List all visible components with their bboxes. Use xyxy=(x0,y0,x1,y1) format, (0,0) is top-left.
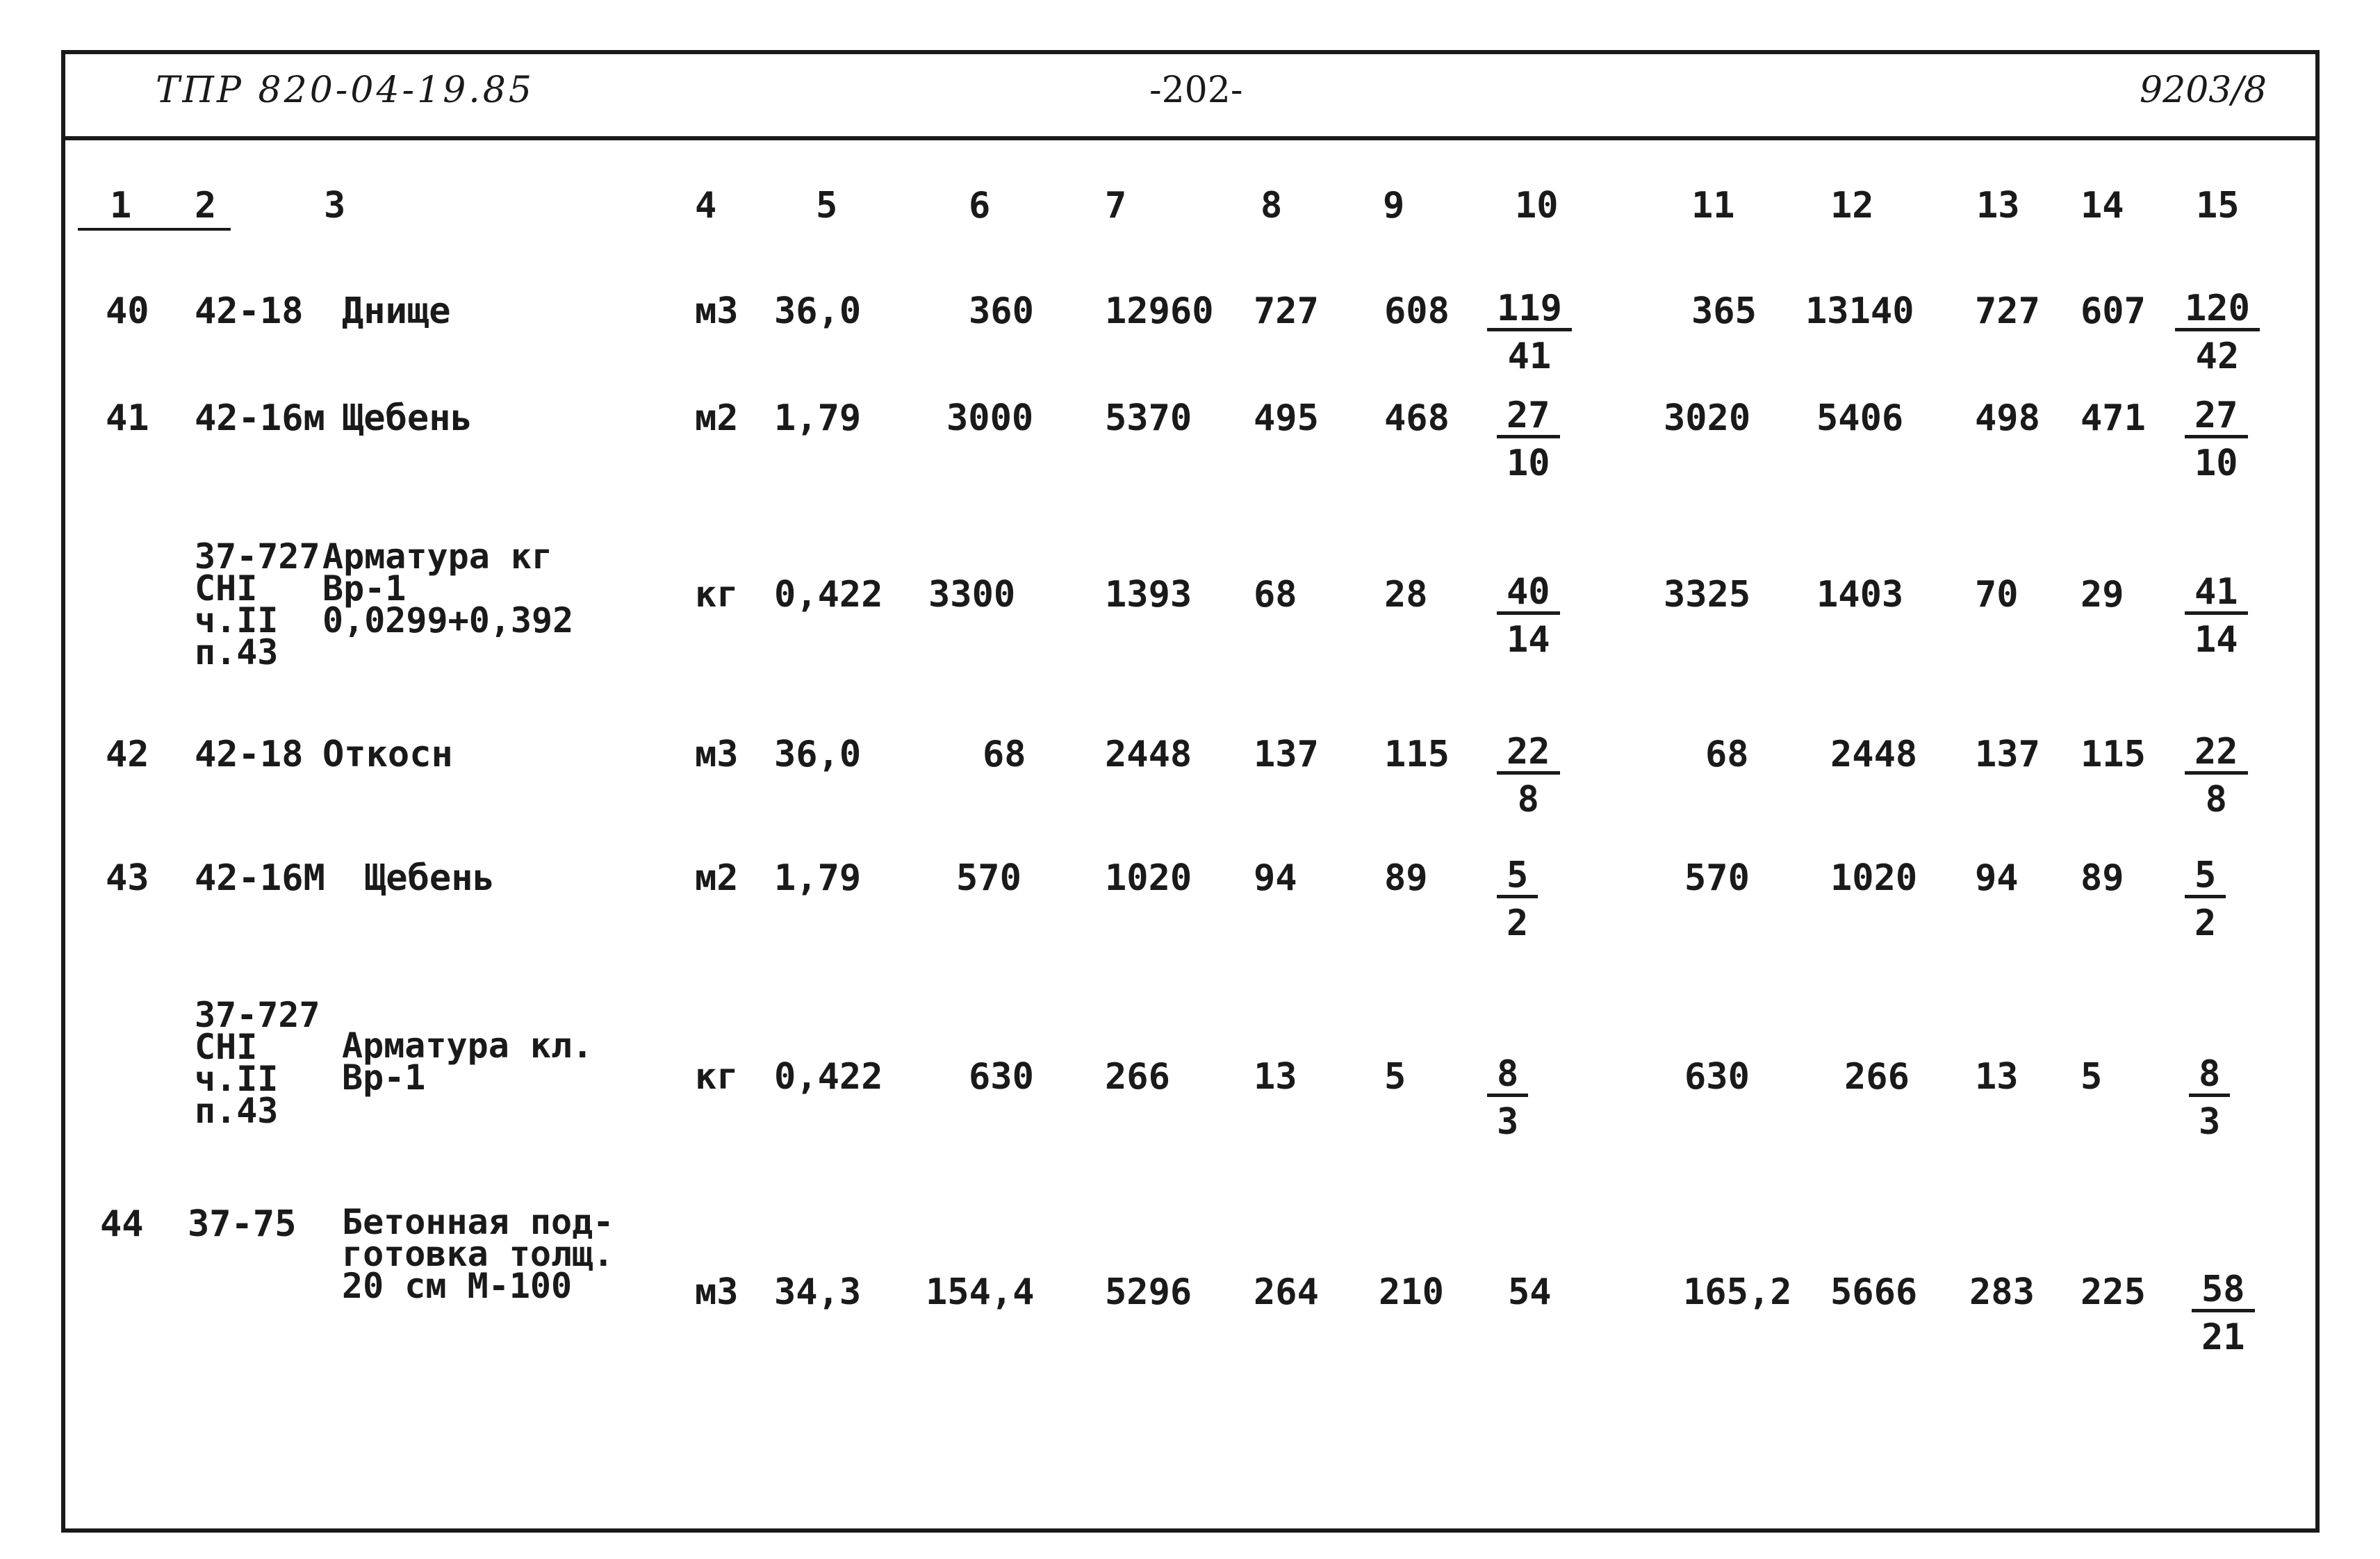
fraction-col-15 xyxy=(2185,856,2226,944)
value-col-7: 2448 xyxy=(1105,734,1192,775)
value-col-8: 68 xyxy=(1254,574,1297,616)
work-name: Щебень xyxy=(342,397,473,439)
fraction-col-15 xyxy=(2189,1055,2230,1143)
value-col-7: 12960 xyxy=(1105,290,1214,332)
norm-code: 42-16М xyxy=(195,857,325,899)
col-num-13: 13 xyxy=(1976,185,2020,226)
header-divider xyxy=(65,136,2315,140)
value-col-6: 3000 xyxy=(946,397,1034,439)
fraction-col-10 xyxy=(1497,396,1560,484)
value-col-11: 3325 xyxy=(1664,574,1751,616)
fraction-numerator: 40 xyxy=(1497,572,1560,615)
unit: кг xyxy=(695,574,739,616)
value-col-12: 266 xyxy=(1844,1056,1910,1098)
page-number: -202- xyxy=(1149,69,1243,111)
work-name: Щебень xyxy=(364,857,495,899)
value-col-8: 137 xyxy=(1254,734,1319,775)
sheet-number: 9203/8 xyxy=(2140,69,2267,111)
value-col-8: 495 xyxy=(1254,397,1319,439)
value-col-11: 165,2 xyxy=(1683,1271,1792,1313)
fraction-col-15 xyxy=(2185,396,2248,484)
fraction-denominator: 10 xyxy=(2194,443,2238,484)
value-col-14: 115 xyxy=(2081,734,2146,775)
fraction-numerator: 22 xyxy=(1497,732,1560,775)
col-num-10: 10 xyxy=(1515,185,1559,226)
value-col-6: 68 xyxy=(983,734,1026,775)
value-col-5: 36,0 xyxy=(774,734,862,775)
fraction-col-15 xyxy=(2175,289,2260,377)
value-col-11: 68 xyxy=(1705,734,1749,775)
col-num-15: 15 xyxy=(2196,185,2240,226)
fraction-denominator: 3 xyxy=(1497,1101,1519,1143)
value-col-9: 608 xyxy=(1384,290,1450,332)
fraction-denominator: 2 xyxy=(1507,902,1529,944)
value-col-5: 36,0 xyxy=(774,290,862,332)
unit: м3 xyxy=(695,734,739,775)
norm-code: 42-18 xyxy=(195,734,304,775)
fraction-col-15 xyxy=(2185,732,2248,820)
value-col-12: 13140 xyxy=(1805,290,1914,332)
norm-code: 37-75 xyxy=(188,1203,297,1245)
value-col-12: 1403 xyxy=(1816,574,1904,616)
value-col-7: 1393 xyxy=(1105,574,1192,616)
norm-code: 37-727 СНI ч.II п.43 xyxy=(195,995,320,1131)
fraction-col-10 xyxy=(1487,1055,1528,1143)
value-col-10: 54 xyxy=(1508,1271,1552,1313)
value-col-11: 365 xyxy=(1691,290,1757,332)
unit: м2 xyxy=(695,397,739,439)
fraction-numerator: 5 xyxy=(2185,856,2226,898)
fraction-col-10 xyxy=(1497,732,1560,820)
col-num-11: 11 xyxy=(1691,185,1735,226)
document-sheet xyxy=(61,50,2320,1533)
col-num-4: 4 xyxy=(695,185,717,226)
value-col-6: 360 xyxy=(969,290,1034,332)
fraction-numerator: 41 xyxy=(2185,572,2248,615)
value-col-8: 727 xyxy=(1254,290,1319,332)
value-col-5: 0,422 xyxy=(774,574,883,616)
value-col-9: 115 xyxy=(1384,734,1450,775)
value-col-7: 1020 xyxy=(1105,857,1192,899)
value-col-6: 3300 xyxy=(928,574,1016,616)
work-name: Откосн xyxy=(322,734,453,775)
value-col-8: 94 xyxy=(1254,857,1297,899)
unit: м3 xyxy=(695,290,739,332)
value-col-14: 471 xyxy=(2081,397,2146,439)
value-col-13: 70 xyxy=(1975,574,2019,616)
fraction-denominator: 14 xyxy=(2194,619,2238,661)
value-col-5: 1,79 xyxy=(774,857,862,899)
value-col-13: 94 xyxy=(1975,857,2019,899)
value-col-7: 266 xyxy=(1105,1056,1170,1098)
value-col-8: 264 xyxy=(1254,1271,1319,1313)
row-number: 40 xyxy=(106,290,149,332)
document-code: ТПР 820-04-19.85 xyxy=(156,69,534,111)
fraction-numerator: 8 xyxy=(2189,1055,2230,1097)
col-num-1: 1 xyxy=(110,185,132,226)
fraction-col-10 xyxy=(1487,289,1572,377)
col-num-8: 8 xyxy=(1261,185,1283,226)
fraction-col-15 xyxy=(2192,1270,2255,1358)
fraction-numerator: 27 xyxy=(2185,396,2248,438)
col-num-5: 5 xyxy=(816,185,838,226)
fraction-denominator: 8 xyxy=(2205,779,2227,820)
col-num-9: 9 xyxy=(1383,185,1405,226)
value-col-9: 468 xyxy=(1384,397,1450,439)
unit: м3 xyxy=(695,1271,739,1313)
fraction-numerator: 120 xyxy=(2175,289,2260,331)
value-col-9: 210 xyxy=(1379,1271,1444,1313)
work-name: Арматура кг Вр-1 0,0299+0,392 xyxy=(322,536,574,641)
value-col-11: 3020 xyxy=(1664,397,1751,439)
fraction-numerator: 119 xyxy=(1487,289,1572,331)
value-col-9: 28 xyxy=(1384,574,1428,616)
work-name: Арматура кл. Вр-1 xyxy=(342,1025,593,1098)
fraction-denominator: 41 xyxy=(1507,336,1552,377)
fraction-numerator: 58 xyxy=(2192,1270,2255,1312)
value-col-14: 225 xyxy=(2081,1271,2146,1313)
value-col-11: 570 xyxy=(1684,857,1750,899)
fraction-numerator: 27 xyxy=(1497,396,1560,438)
value-col-7: 5296 xyxy=(1105,1271,1192,1313)
col-num-7: 7 xyxy=(1105,185,1127,226)
col-num-6: 6 xyxy=(969,185,991,226)
row-number: 41 xyxy=(106,397,149,439)
fraction-denominator: 8 xyxy=(1517,779,1539,820)
column-numbers-underline xyxy=(78,228,231,231)
value-col-14: 5 xyxy=(2081,1056,2103,1098)
value-col-5: 34,3 xyxy=(774,1271,862,1313)
fraction-col-10 xyxy=(1497,856,1538,944)
col-num-12: 12 xyxy=(1830,185,1874,226)
value-col-9: 89 xyxy=(1384,857,1428,899)
fraction-denominator: 21 xyxy=(2201,1317,2245,1358)
value-col-13: 283 xyxy=(1969,1271,2035,1313)
unit: кг xyxy=(695,1056,739,1098)
fraction-numerator: 8 xyxy=(1487,1055,1528,1097)
value-col-7: 5370 xyxy=(1105,397,1192,439)
value-col-14: 29 xyxy=(2081,574,2124,616)
row-number: 42 xyxy=(106,734,149,775)
value-col-12: 5666 xyxy=(1830,1271,1918,1313)
unit: м2 xyxy=(695,857,739,899)
value-col-13: 727 xyxy=(1975,290,2040,332)
fraction-denominator: 10 xyxy=(1507,443,1550,484)
value-col-14: 89 xyxy=(2081,857,2124,899)
value-col-13: 13 xyxy=(1975,1056,2019,1098)
row-number: 44 xyxy=(100,1203,144,1245)
value-col-14: 607 xyxy=(2081,290,2146,332)
fraction-numerator: 5 xyxy=(1497,856,1538,898)
value-col-9: 5 xyxy=(1384,1056,1406,1098)
fraction-col-10 xyxy=(1497,572,1560,661)
fraction-numerator: 22 xyxy=(2185,732,2248,775)
row-number: 43 xyxy=(106,857,149,899)
value-col-12: 1020 xyxy=(1830,857,1918,899)
fraction-col-15 xyxy=(2185,572,2248,661)
norm-code: 37-727 СНI ч.II п.43 xyxy=(195,536,320,673)
value-col-13: 137 xyxy=(1975,734,2040,775)
value-col-5: 0,422 xyxy=(774,1056,883,1098)
fraction-denominator: 3 xyxy=(2199,1101,2221,1143)
col-num-2: 2 xyxy=(195,185,217,226)
col-num-14: 14 xyxy=(2081,185,2124,226)
value-col-5: 1,79 xyxy=(774,397,862,439)
value-col-6: 154,4 xyxy=(926,1271,1035,1313)
norm-code: 42-18 xyxy=(195,290,304,332)
value-col-8: 13 xyxy=(1254,1056,1297,1098)
value-col-12: 2448 xyxy=(1830,734,1918,775)
work-name: Днище xyxy=(342,290,451,332)
value-col-13: 498 xyxy=(1975,397,2040,439)
value-col-11: 630 xyxy=(1684,1056,1750,1098)
col-num-3: 3 xyxy=(324,185,346,226)
norm-code: 42-16м xyxy=(195,397,325,439)
fraction-denominator: 42 xyxy=(2195,336,2240,377)
fraction-denominator: 2 xyxy=(2194,902,2217,944)
value-col-12: 5406 xyxy=(1816,397,1904,439)
value-col-6: 630 xyxy=(969,1056,1034,1098)
value-col-6: 570 xyxy=(956,857,1021,899)
fraction-denominator: 14 xyxy=(1507,619,1550,661)
work-name: Бетонная под- готовка толщ. 20 см М-100 xyxy=(342,1202,614,1306)
